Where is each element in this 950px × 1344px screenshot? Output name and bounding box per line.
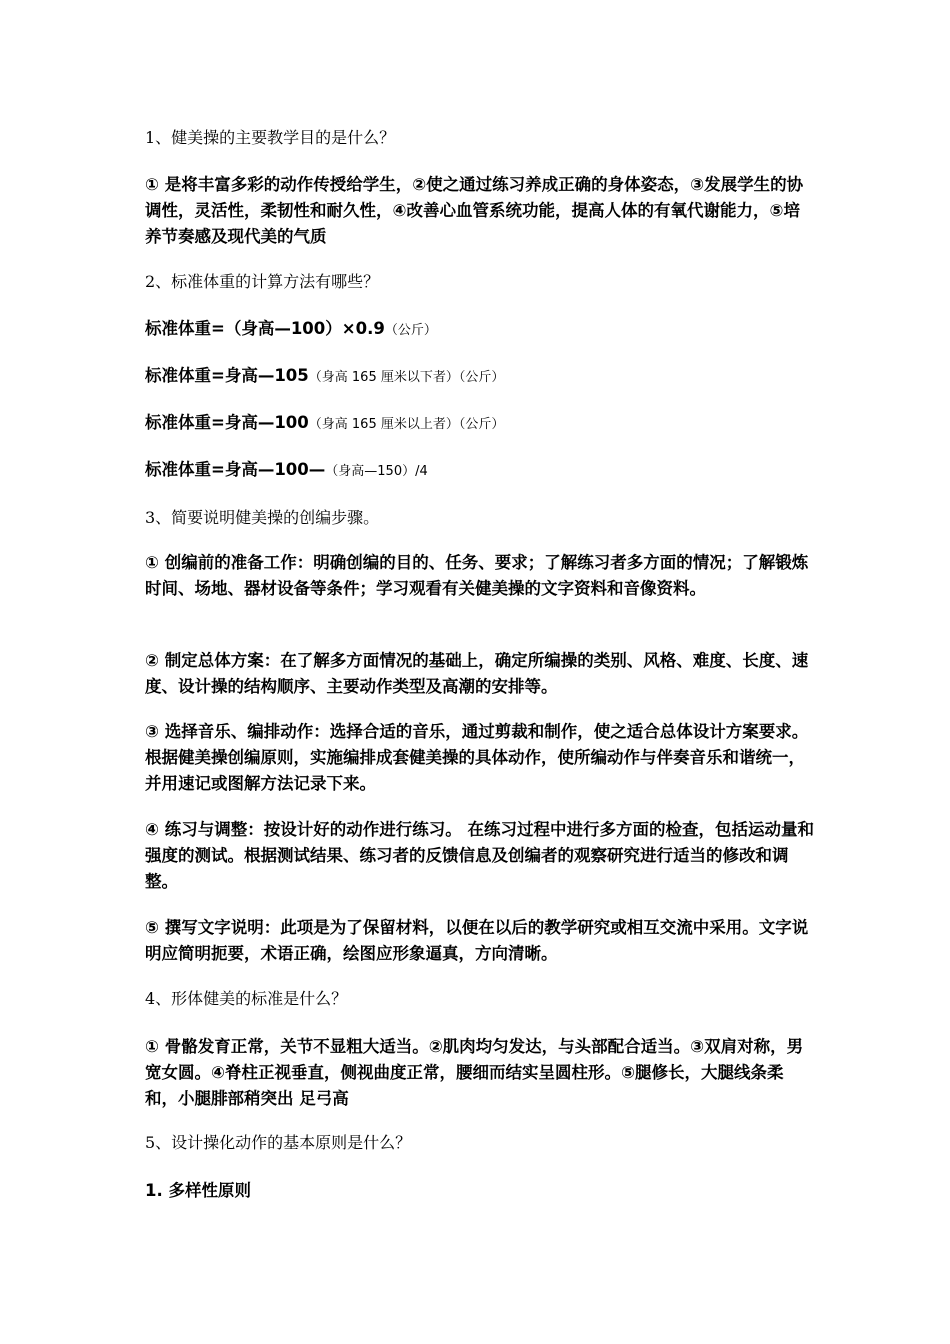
question-3: 3、简要说明健美操的创编步骤。 [145,508,380,527]
formula-2 [145,363,815,391]
formula-3-note: （身高 165 厘米以上者）（公斤） [308,417,505,432]
question-1: 1、健美操的主要教学目的是什么？ [145,128,396,147]
formula-2-main: 标准体重=身高—105 [145,366,309,385]
formula-3-main: 标准体重=身高—100 [145,413,309,432]
formula-4 [145,457,815,485]
formula-1 [145,316,815,344]
step-4: ④ 练习与调整：按设计好的动作进行练习。 在练习过程中进行多方面的检查，包括运动量和强度的测试。根据测试结果、练习者的反馈信息及创编者的观察研究进行适当的修改和调整。 [145,820,814,891]
principle-1: 1. 多样性原则 [145,1181,251,1200]
formula-2-note: （身高 165 厘米以下者）（公斤） [308,370,505,385]
step-1: ① 创编前的准备工作：明确创编的目的、任务、要求；了解练习者多方面的情况；了解锻炼时间、场地、器材设备等条件；学习观看有关健美操的文字资料和音像资料。 [145,553,809,598]
answer-1: ① 是将丰富多彩的动作传授给学生，②使之通过练习养成正确的身体姿态，③发展学生的协调性，灵活性，柔韧性和耐久性，④改善心血管系统功能，提高人体的有氧代谢能力，⑤培养节奏感及现代美的气质 [145,175,804,246]
step-3: ③ 选择音乐、编排动作：选择合适的音乐，通过剪裁和制作，使之适合总体设计方案要求。根据健美操创编原则，实施编排成套健美操的具体动作，使所编动作与伴奏音乐和谐统一，并用速记或图解方法记录下来。 [145,722,809,793]
answer-4: ① 骨骼发育正常，关节不显粗大适当。②肌肉均匀发达，与头部配合适当。③双肩对称，男宽女圆。④脊柱正视垂直，侧视曲度正常，腰细而结实呈圆柱形。⑤腿修长，大腿线条柔和，小腿腓部稍突出 足弓高 [145,1037,804,1108]
formula-4-note: （身高—150）/4 [325,464,428,479]
question-5: 5、设计操化动作的基本原则是什么？ [145,1133,412,1152]
formula-3 [145,410,815,438]
step-2: ② 制定总体方案：在了解多方面情况的基础上，确定所编操的类别、风格、难度、长度、速度、设计操的结构顺序、主要动作类型及高潮的安排等。 [145,651,809,696]
question-4: 4、形体健美的标准是什么？ [145,989,348,1008]
question-2: 2、标准体重的计算方法有哪些？ [145,272,380,291]
formula-4-main: 标准体重=身高—100— [145,460,326,479]
formula-1-main: 标准体重=（身高—100）×0.9 [145,319,385,338]
step-5: ⑤ 撰写文字说明：此项是为了保留材料，以便在以后的教学研究或相互交流中采用。文字说明应简明扼要，术语正确，绘图应形象逼真，方向清晰。 [145,918,809,963]
formula-1-note: （公斤） [384,323,437,338]
